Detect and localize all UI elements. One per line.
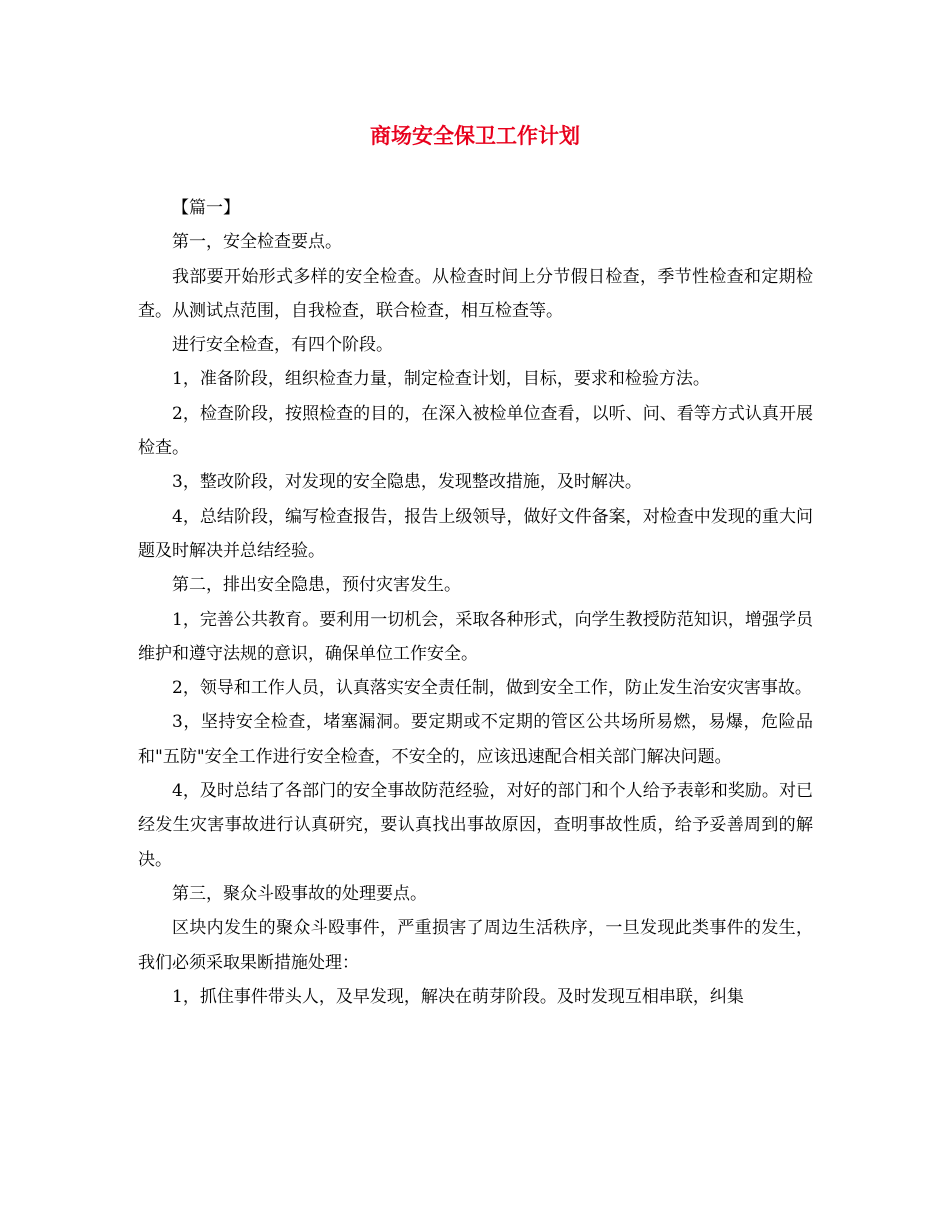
paragraph: 进行安全检查，有四个阶段。: [172, 335, 393, 356]
paragraph: 2，领导和工作人员，认真落实安全责任制，做到安全工作，防止发生治安灾害事故。: [172, 678, 812, 699]
document-title: 商场安全保卫工作计划: [370, 123, 580, 148]
paragraph: 区块内发生的聚众斗殴事件，严重损害了周边生活秩序，一旦发现此类事件的发生，我们必须采取果断措施处理：: [138, 918, 813, 973]
paragraph: 4，及时总结了各部门的安全事故防范经验，对好的部门和个人给予表彰和奖励。对已经发生灾害事故进行认真研究，要认真找出事故原因，查明事故性质，给予妥善周到的解决。: [138, 781, 813, 870]
paragraph: 【篇一】: [172, 198, 240, 218]
paragraph: 1，抓住事件带头人，及早发现，解决在萌芽阶段。及时发现互相串联，纠集: [172, 986, 744, 1007]
paragraph: 我部要开始形式多样的安全检查。从检查时间上分节假日检查，季节性检查和定期检查。从测试点范围，自我检查，联合检查，相互检查等。: [138, 266, 813, 321]
paragraph: 3，坚持安全检查，堵塞漏洞。要定期或不定期的管区公共场所易燃，易爆，危险品和"五防"安全工作进行安全检查，不安全的，应该迅速配合相关部门解决问题。: [138, 712, 813, 767]
paragraph: 3，整改阶段，对发现的安全隐患，发现整改措施，及时解决。: [172, 472, 642, 493]
paragraph: 1，准备阶段，组织检查力量，制定检查计划，目标，要求和检验方法。: [172, 369, 710, 390]
paragraph: 第二，排出安全隐患，预付灾害发生。: [172, 575, 461, 596]
paragraph: 第三，聚众斗殴事故的处理要点。: [172, 883, 427, 904]
paragraph: 1，完善公共教育。要利用一切机会，采取各种形式，向学生教授防范知识，增强学员维护和遵守法规的意识，确保单位工作安全。: [138, 609, 813, 664]
paragraph: 4，总结阶段，编写检查报告，报告上级领导，做好文件备案，对检查中发现的重大问题及时解决并总结经验。: [138, 506, 813, 561]
paragraph: 第一，安全检查要点。: [172, 232, 342, 253]
paragraph: 2，检查阶段，按照检查的目的，在深入被检单位查看，以听、问、看等方式认真开展检查。: [138, 403, 813, 459]
document-body: [138, 191, 813, 1014]
